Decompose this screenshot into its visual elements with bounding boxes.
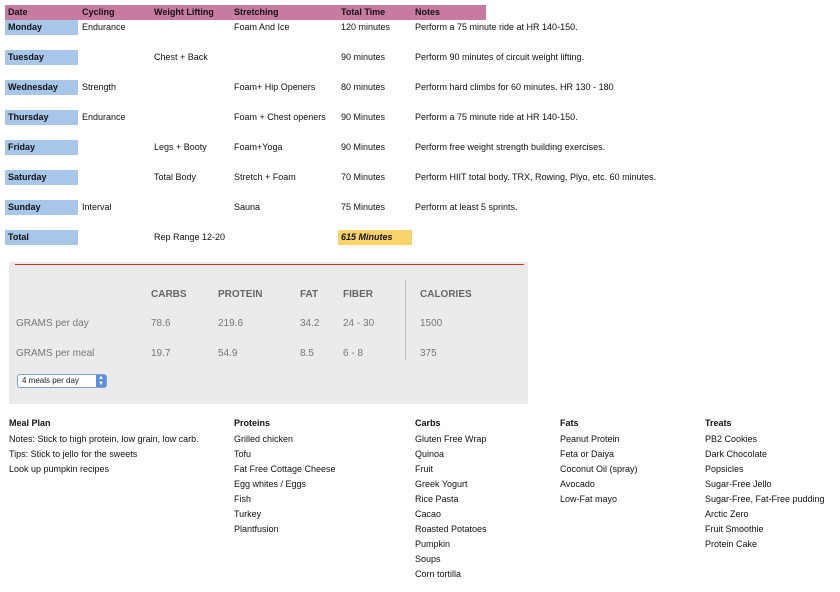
notes-cell: Perform hard climbs for 60 minutes. HR 130 - 180 [415, 82, 614, 92]
stretch-cell: Foam+ Hip Openers [234, 82, 316, 92]
notes-cell: Perform a 75 minute ride at HR 140-150. [415, 22, 578, 32]
list-item: Fish [234, 494, 252, 504]
header-total-time: Total Time [341, 7, 386, 17]
per-meal-fat: 8.5 [300, 348, 314, 359]
per-meal-fiber: 6 - 8 [343, 348, 364, 359]
treats-title: Treats [705, 418, 732, 428]
list-item: Corn tortilla [415, 569, 462, 579]
list-item: Tofu [234, 449, 252, 459]
total-label: Total [5, 230, 78, 245]
list-item: Fruit [415, 464, 433, 474]
macro-calculator-panel [9, 262, 528, 404]
weight-cell: Total Body [154, 172, 197, 182]
meals-select-value: 4 meals per day [22, 376, 79, 385]
list-item: Quinoa [415, 449, 445, 459]
schedule-row-total [5, 230, 835, 245]
list-item: Pumpkin [415, 539, 451, 549]
schedule-row-monday [5, 20, 835, 35]
header-cycling: Cycling [82, 7, 115, 17]
day-cell: Wednesday [5, 80, 78, 95]
notes-cell: Perform at least 5 sprints. [415, 202, 518, 212]
weight-cell: Chest + Back [154, 52, 208, 62]
list-item: Avocado [560, 479, 595, 489]
list-item: Look up pumpkin recipes [9, 464, 110, 474]
meal-plan-list [9, 417, 199, 477]
notes-cell: Perform 90 minutes of circuit weight lifting. [415, 52, 585, 62]
carbs-list [415, 417, 487, 582]
schedule-row-friday [5, 140, 835, 155]
per-day-fat: 34.2 [300, 318, 320, 329]
list-item: Fruit Smoothie [705, 524, 764, 534]
list-item: Peanut Protein [560, 434, 620, 444]
list-item: Gluten Free Wrap [415, 434, 487, 444]
list-item: Sugar-Free Jello [705, 479, 772, 489]
col-carbs: CARBS [151, 289, 187, 300]
weight-cell: Legs + Booty [154, 142, 207, 152]
meal-plan-title: Meal Plan [9, 418, 51, 428]
list-item: Protein Cake [705, 539, 758, 549]
rep-range-cell: Rep Range 12-20 [154, 232, 226, 242]
notes-cell: Perform a 75 minute ride at HR 140-150. [415, 112, 578, 122]
list-item: Sugar-Free, Fat-Free pudding [705, 494, 825, 504]
meals-per-day-select[interactable] [17, 374, 107, 388]
stretch-cell: Foam+Yoga [234, 142, 283, 152]
col-fat: FAT [300, 289, 319, 300]
per-day-label: GRAMS per day [16, 318, 89, 329]
list-item: Arctic Zero [705, 509, 749, 519]
per-day-protein: 219.6 [218, 318, 244, 329]
list-item: Coconut Oil (spray) [560, 464, 638, 474]
stretch-cell: Sauna [234, 202, 261, 212]
divider-line [15, 264, 524, 265]
header-date: Date [8, 7, 28, 17]
per-meal-label: GRAMS per meal [16, 348, 95, 359]
list-item: Greek Yogurt [415, 479, 468, 489]
time-cell: 90 minutes [341, 52, 386, 62]
list-item: Notes: Stick to high protein, low grain, low carb. [9, 434, 199, 444]
schedule-header-row [5, 5, 835, 20]
schedule-row-wednesday [5, 80, 835, 95]
list-item: Tips: Stick to jello for the sweets [9, 449, 138, 459]
per-day-calories: 1500 [420, 318, 443, 329]
cycling-cell: Endurance [82, 112, 126, 122]
list-item: Feta or Daiya [560, 449, 615, 459]
list-item: Turkey [234, 509, 262, 519]
header-weight-lifting: Weight Lifting [154, 7, 214, 17]
col-protein: PROTEIN [218, 289, 263, 300]
schedule-row-thursday [5, 110, 835, 125]
time-cell: 90 Minutes [341, 142, 386, 152]
total-time-cell: 615 Minutes [338, 230, 412, 245]
list-item: Roasted Potatoes [415, 524, 487, 534]
select-stepper-icon: ▲ ▼ [96, 375, 106, 387]
notes-cell: Perform HIIT total body. TRX, Rowing, Plyo, etc. 60 minutes. [415, 172, 657, 182]
schedule-row-tuesday [5, 50, 835, 65]
time-cell: 70 Minutes [341, 172, 386, 182]
stretch-cell: Foam + Chest openers [234, 112, 326, 122]
stretch-cell: Stretch + Foam [234, 172, 296, 182]
list-item: Cacao [415, 509, 442, 519]
list-item: Grilled chicken [234, 434, 294, 444]
day-cell: Monday [5, 20, 78, 35]
stretch-cell: Foam And Ice [234, 22, 290, 32]
day-cell: Tuesday [5, 50, 78, 65]
per-meal-carbs: 19.7 [151, 348, 171, 359]
proteins-list [234, 417, 336, 537]
day-cell: Friday [5, 140, 78, 155]
per-day-fiber: 24 - 30 [343, 318, 375, 329]
notes-cell: Perform free weight strength building exercises. [415, 142, 606, 152]
schedule-row-saturday [5, 170, 835, 185]
time-cell: 80 minutes [341, 82, 386, 92]
list-item: Low-Fat mayo [560, 494, 618, 504]
list-item: Soups [415, 554, 441, 564]
day-cell: Saturday [5, 170, 78, 185]
schedule-row-sunday [5, 200, 835, 215]
day-cell: Thursday [5, 110, 78, 125]
column-separator [405, 280, 406, 360]
treats-list [705, 417, 825, 552]
list-item: Egg whites / Eggs [234, 479, 307, 489]
list-item: Plantfusion [234, 524, 279, 534]
time-cell: 120 minutes [341, 22, 391, 32]
time-cell: 90 Minutes [341, 112, 386, 122]
col-fiber: FIBER [343, 289, 373, 300]
time-cell: 75 Minutes [341, 202, 386, 212]
list-item: PB2 Cookies [705, 434, 758, 444]
list-item: Fat Free Cottage Cheese [234, 464, 336, 474]
workout-schedule-table [5, 5, 835, 245]
carbs-title: Carbs [415, 418, 441, 428]
list-item: Rice Pasta [415, 494, 459, 504]
proteins-title: Proteins [234, 418, 271, 428]
per-day-carbs: 78.6 [151, 318, 171, 329]
cycling-cell: Strength [82, 82, 117, 92]
cycling-cell: Interval [82, 202, 112, 212]
list-item: Dark Chocolate [705, 449, 768, 459]
list-item: Popsicles [705, 464, 744, 474]
header-notes: Notes [415, 7, 441, 17]
fats-list [560, 417, 638, 507]
fats-title: Fats [560, 418, 579, 428]
cycling-cell: Endurance [82, 22, 126, 32]
col-calories: CALORIES [420, 289, 472, 300]
day-cell: Sunday [5, 200, 78, 215]
header-stretching: Stretching [234, 7, 279, 17]
per-meal-calories: 375 [420, 348, 437, 359]
per-meal-protein: 54.9 [218, 348, 238, 359]
